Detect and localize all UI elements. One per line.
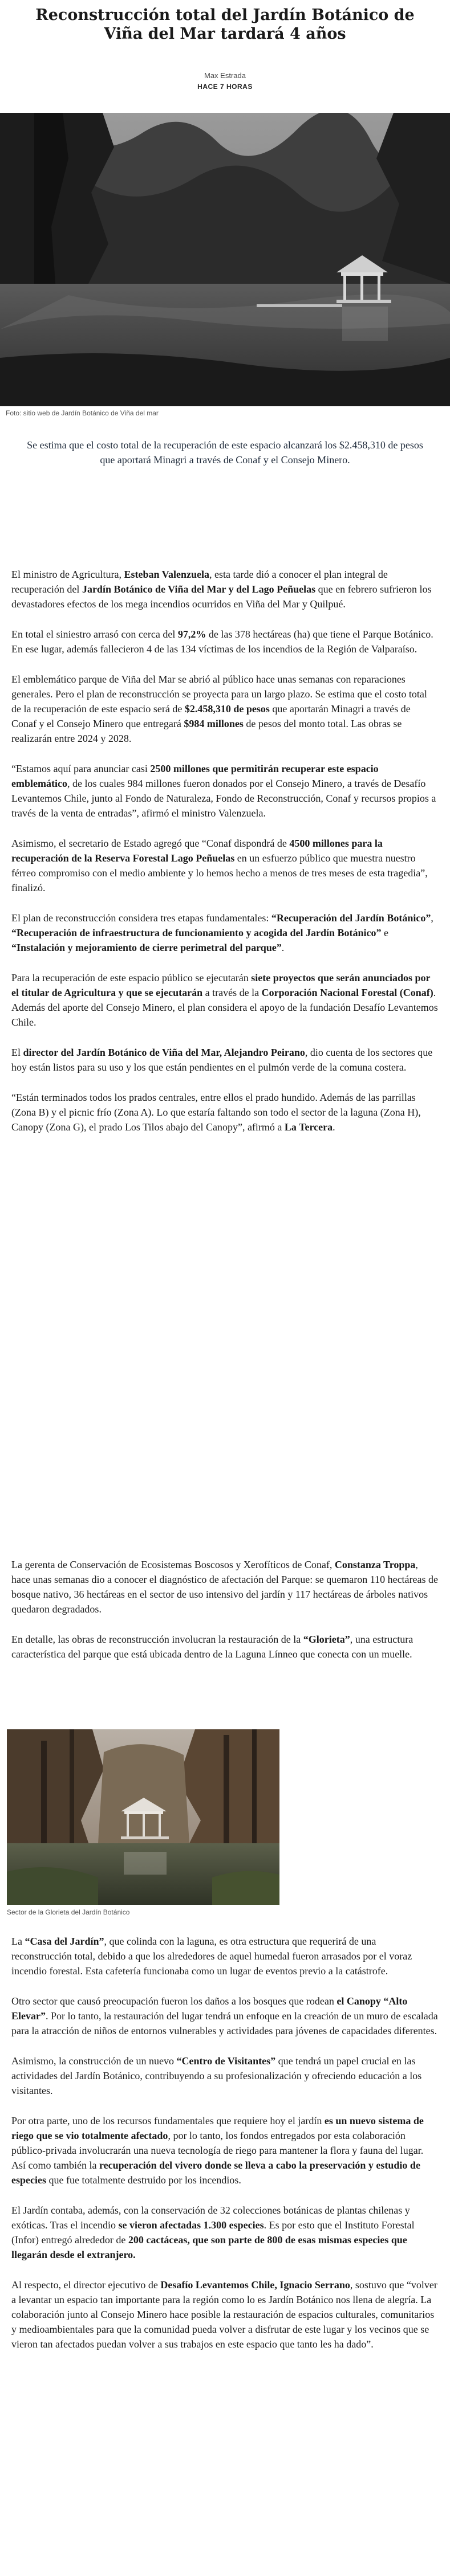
paragraph-text: que aportarán Minagri a través de Conaf y el Consejo Minero que entregará	[11, 703, 411, 729]
article-paragraph	[11, 1090, 438, 1134]
paragraph-text: , una estructura característica del parque que está ubicada dentro de la Laguna Línneo que conecta con un muelle.	[11, 1634, 413, 1660]
paragraph-emphasis: La Tercera	[284, 1121, 333, 1133]
paragraph-emphasis: se vieron afectadas 1.300 especies	[118, 2219, 264, 2231]
paragraph-emphasis: Desafío Levantemos Chile, Ignacio Serrano	[160, 2279, 350, 2291]
paragraph-text: “Estamos aquí para anunciar casi	[11, 763, 151, 774]
glorieta-photo-caption: Sector de la Glorieta del Jardín Botánico	[7, 1908, 130, 1916]
paragraph-emphasis: es un nuevo sistema de riego que se vio totalmente afectado	[11, 2115, 424, 2141]
paragraph-text: El emblemático parque de Viña del Mar se abrió al público hace unas semanas con reparaciones generales. Pero el plan de reconstrucción se proyecta para un largo plazo. Se estima que el costo total de la recuperación de este espacio será de	[11, 673, 427, 715]
article-paragraph	[11, 1994, 438, 2038]
paragraph-emphasis: 4500 millones para la recuperación de la Reserva Forestal Lago Peñuelas	[11, 838, 383, 864]
paragraph-text: . Por lo tanto, la restauración del lugar tendrá un enfoque en la creación de un muro de escalada para la atracción de niños de entornos vulnerables y actividades para jóvenes de capacidades diferentes.	[11, 2010, 438, 2036]
article-paragraph	[11, 1934, 438, 1978]
paragraph-text: e	[381, 927, 388, 938]
paragraph-emphasis: Jardín Botánico de Viña del Mar y del Lago Peñuelas	[82, 583, 316, 595]
article-body-part-3	[11, 1934, 438, 2367]
paragraph-text: a través de la	[202, 987, 262, 998]
paragraph-text: de las 378 hectáreas (ha) que tiene el Parque Botánico. En ese lugar, además fallecieron 4 de las 134 víctimas de los incendios de la Región de Valparaíso.	[11, 628, 433, 655]
paragraph-emphasis: “Glorieta”	[303, 1634, 350, 1645]
paragraph-emphasis: director del Jardín Botánico de Viña del Mar, Alejandro Peirano	[23, 1047, 305, 1058]
article-lead: Se estima que el costo total de la recuperación de este espacio alcanzará los $2.458,310 de pesos que aportará Minagri a través de Conaf y el Consejo Minero.	[27, 439, 423, 466]
author-name[interactable]: Max Estrada	[204, 71, 246, 80]
article-paragraph	[11, 2113, 438, 2187]
paragraph-text: Por otra parte, uno de los recursos fundamentales que requiere hoy el jardín	[11, 2115, 325, 2126]
article-paragraph	[11, 1557, 438, 1616]
byline	[0, 71, 450, 92]
paragraph-text: Para la recuperación de este espacio público se ejecutarán	[11, 972, 252, 983]
paragraph-text: “Están terminados todos los prados centrales, entre ellos el prado hundido. Además de las parrillas (Zona B) y el picnic frío (Zona A). Lo que estaría faltando son todo el sector de la laguna (Zona H), Canopy (Zona G), el prado Los Tilos abajo del Canopy”, afirmó a	[11, 1092, 421, 1133]
paragraph-text: Al respecto, el director ejecutivo de	[11, 2279, 161, 2291]
hero-photo	[0, 113, 450, 406]
article-paragraph	[11, 911, 438, 955]
paragraph-text: ,	[431, 912, 433, 924]
paragraph-text: , de los cuales 984 millones fueron donados por el Consejo Minero, a través de Desafío Levantemos Chile, junto al Fondo de Naturaleza, Fondo de Reconstrucción, Conaf y recursos propios a través de la venta de entradas”, afirmó el ministro Valenzuela.	[11, 778, 436, 819]
paragraph-emphasis: $984 millones	[184, 718, 244, 729]
paragraph-text: .	[333, 1121, 335, 1133]
article-body-part-1	[11, 567, 438, 1150]
paragraph-text: Asimismo, la construcción de un nuevo	[11, 2055, 177, 2067]
paragraph-emphasis: 2500 millones que permitirán recuperar este espacio emblemático	[11, 763, 379, 789]
article-paragraph	[11, 567, 438, 611]
paragraph-text: El ministro de Agricultura,	[11, 569, 124, 580]
paragraph-emphasis: 200 cactáceas, que son parte de 800 de esas mismas especies que llegarán desde el extranjero.	[11, 2234, 407, 2260]
paragraph-emphasis: “Casa del Jardín”	[25, 1936, 104, 1947]
article-paragraph	[11, 2203, 438, 2262]
paragraph-text: . Es por esto que el Instituto Forestal (Infor) entregó alrededor de	[11, 2219, 415, 2246]
article-title: Reconstrucción total del Jardín Botánico de Viña del Mar tardará 4 años	[35, 6, 415, 43]
paragraph-text: que fue totalmente destruido por los incendios.	[46, 2174, 241, 2186]
paragraph-text: El	[11, 1047, 23, 1058]
article-paragraph	[11, 836, 438, 895]
article-body-part-2	[11, 1557, 438, 1677]
paragraph-emphasis: Constanza Troppa	[334, 1559, 416, 1570]
paragraph-text: , por lo tanto, los fondos entregados por esta colaboración público-privada involucrarán una nueva tecnología de riego para mantener la flora y fauna del lugar. Así como también la	[11, 2130, 424, 2171]
paragraph-text: , esta tarde dió a conocer el plan integral de recuperación del	[11, 569, 388, 595]
paragraph-emphasis: “Recuperación del Jardín Botánico”	[271, 912, 431, 924]
paragraph-emphasis: siete proyectos que serán anunciados por el titular de Agricultura y que se ejecutarán	[11, 972, 431, 998]
article-paragraph	[11, 970, 438, 1030]
paragraph-text: en un esfuerzo público que muestra nuestro férreo compromiso con el medio ambiente y lo hemos hecho a menos de tres meses de esta tragedia”, finalizó.	[11, 852, 428, 893]
paragraph-text: , dio cuenta de los sectores que hoy están listos para su uso y los que están pendientes en el pulmón verde de la comuna costera.	[11, 1047, 433, 1073]
paragraph-emphasis: $2.458,310 de pesos	[184, 703, 270, 715]
paragraph-emphasis: Esteban Valenzuela	[124, 569, 209, 580]
paragraph-text: que tendrá un papel crucial en las actividades del Jardín Botánico, contribuyendo a su profesionalización y ofreciendo educación a los visitantes.	[11, 2055, 422, 2096]
paragraph-emphasis: Corporación Nacional Forestal (Conaf)	[261, 987, 433, 998]
paragraph-text: En detalle, las obras de reconstrucción involucran la restauración de la	[11, 1634, 303, 1645]
paragraph-text: .	[281, 942, 285, 953]
paragraph-text: , hace unas semanas dio a conocer el diagnóstico de afectación del Parque: se quemaron 110 hectáreas de bosque nativo, 36 hectáreas en el sector de uso intensivo del jardín y 117 hectáreas de árboles nativos quedaron degradados.	[11, 1559, 439, 1615]
paragraph-emphasis: 97,2%	[177, 628, 206, 640]
paragraph-text: La	[11, 1936, 25, 1947]
paragraph-text: , que colinda con la laguna, es otra estructura que requerirá de una reconstrucción total, debido a que los alrededores de aquel humedal fueron arrasados por el voraz incendio forestal. Esta cafetería funcionaba como un lugar de eventos previo a la catástrofe.	[11, 1936, 412, 1977]
publish-time: HACE 7 HORAS	[197, 83, 253, 91]
article-paragraph	[11, 2277, 438, 2352]
paragraph-text: En total el siniestro arrasó con cerca del	[11, 628, 178, 640]
paragraph-emphasis: recuperación del vivero donde se lleva a cabo la preservación y estudio de especies	[11, 2159, 420, 2186]
article-paragraph	[11, 1632, 438, 1661]
paragraph-text: Otro sector que causó preocupación fueron los daños a los bosques que rodean	[11, 1995, 337, 2007]
article-paragraph	[11, 2054, 438, 2098]
paragraph-emphasis: “Instalación y mejoramiento de cierre perimetral del parque”	[11, 942, 282, 953]
paragraph-emphasis: el Canopy “Alto Elevar”	[11, 1995, 408, 2022]
paragraph-text: El plan de reconstrucción considera tres etapas fundamentales:	[11, 912, 271, 924]
paragraph-text: , sostuvo que “volver a levantar un espacio tan importante para la región como lo es Jardín Botánico nos llena de alegría. La colaboración junto al Consejo Minero hace posible la restauración de espacios culturales, comunitarios y medioambientales para que la comunidad pueda volver a disfrutar de este lugar y los vecinos que se vieron tan afectados puedan volver a sus trabajos en este espacio que tanto les ha dado”.	[11, 2279, 437, 2350]
paragraph-text: de pesos del monto total. Las obras se realizarán entre 2024 y 2028.	[11, 718, 402, 744]
article-paragraph	[11, 672, 438, 746]
article-paragraph	[11, 761, 438, 820]
article-paragraph	[11, 627, 438, 656]
paragraph-emphasis: “Recuperación de infraestructura de funcionamiento y acogida del Jardín Botánico”	[11, 927, 382, 938]
article-paragraph	[11, 1045, 438, 1075]
paragraph-text: Asimismo, el secretario de Estado agregó que “Conaf dispondrá de	[11, 838, 290, 849]
paragraph-text: . Además del aporte del Consejo Minero, el plan considera el apoyo de la fundación Desafío Levantemos Chile.	[11, 987, 438, 1028]
paragraph-text: que en febrero sufrieron los devastadores efectos de los mega incendios ocurridos en Viña del Mar y Quilpué.	[11, 583, 432, 610]
hero-photo-caption: Foto: sitio web de Jardín Botánico de Viña del mar	[6, 409, 159, 417]
paragraph-text: El Jardín contaba, además, con la conservación de 32 colecciones botánicas de plantas chilenas y exóticas. Tras el incendio	[11, 2204, 410, 2231]
paragraph-emphasis: “Centro de Visitantes”	[176, 2055, 276, 2067]
paragraph-text: La gerenta de Conservación de Ecosistemas Boscosos y Xerofíticos de Conaf,	[11, 1559, 335, 1570]
glorieta-photo	[7, 1729, 279, 1905]
